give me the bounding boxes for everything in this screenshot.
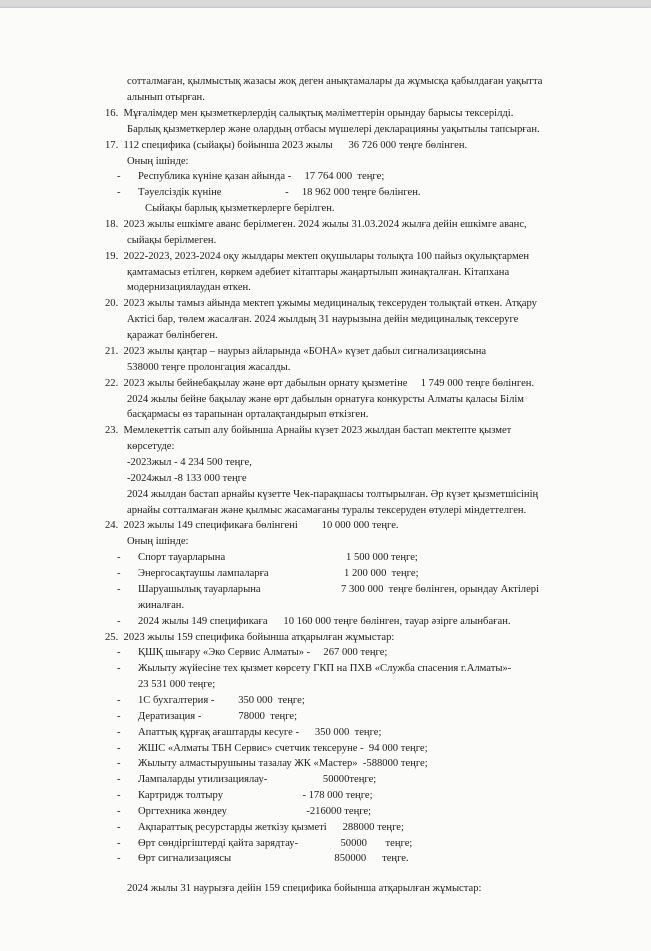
text-line: 2024 жылдан бастап арнайы күзетте Чек-парақшасы толтырылған. Әр күзет қызметшісінің xyxy=(127,489,539,500)
text-line: Оргтехника жөндеу -216000 теңге; xyxy=(138,806,372,817)
text-line: 17. 112 спецификa (сыйақы) бойынша 2023 жылы 36 726 000 теңге бөлінген. xyxy=(105,140,468,151)
text-line: - xyxy=(117,790,121,801)
text-line: 1С бухгалтерия - 350 000 теңге; xyxy=(138,695,305,706)
text-line: - xyxy=(117,568,121,579)
text-line: - xyxy=(117,647,121,658)
text-line: 1 200 000 теңге; xyxy=(344,568,419,579)
text-line: Тәуелсіздік күніне - 18 962 000 теңге бөлінген. xyxy=(138,187,421,198)
text-line: Жылыту жүйесіне тех қызмет көрсету ГКП на ПХВ «Служба спасения г.Алматы»- xyxy=(138,663,512,674)
text-line: - xyxy=(117,853,121,864)
text-line: Сыйақы барлық қызметкерлерге берілген. xyxy=(145,203,335,214)
text-line: - xyxy=(117,806,121,817)
text-line: 16. Мұғалімдер мен қызметкерлердің салықтық мәліметтерін орындау барысы тексерілді. xyxy=(105,108,514,119)
text-line: сотталмаған, қылмыстық жазасы жоқ деген анықтамалары да жұмысқа қабылдаған уақытта xyxy=(127,76,543,87)
text-line: Ақпараттық ресурстарды жеткізу қызметі 288000 теңге; xyxy=(138,822,404,833)
text-line: жиналған. xyxy=(138,600,185,611)
text-line: 25. 2023 жылы 159 спецификa бойынша атқарылған жұмыстар: xyxy=(105,632,395,643)
text-line: Барлық қызметкерлер және олардың отбасы мүшелері декларацияны уақытылы тапсырған. xyxy=(127,124,540,135)
text-line: - xyxy=(117,552,121,563)
text-line: 18. 2023 жылы ешкімге аванс берілмеген. 2024 жылы 31.03.2024 жылға дейін ешкімге аванс, xyxy=(105,219,527,230)
text-line: - xyxy=(117,838,121,849)
text-line: 20. 2023 жылы тамыз айында мектеп ұжымы медициналық тексеруден толықтай өткен. Атқару xyxy=(105,298,537,309)
text-line: Апаттық құрғақ ағаштарды кесуге - 350 000 теңге; xyxy=(138,727,382,738)
text-line: 2024 жылы 31 наурызға дейін 159 спецификa бойынша атқарылған жұмыстар: xyxy=(127,883,482,894)
text-line: - xyxy=(117,171,121,182)
text-line: Лампаларды утилизациялау- 50000теңге; xyxy=(138,774,377,785)
text-line: Дератизация - 78000 теңге; xyxy=(138,711,298,722)
text-line: 538000 теңге пролонгация жасалды. xyxy=(127,362,291,373)
text-line: - xyxy=(117,822,121,833)
text-line: қаражат бөлінбеген. xyxy=(127,330,218,341)
text-line: алынып отырған. xyxy=(127,92,205,103)
text-line: Оның ішінде: xyxy=(127,536,189,547)
text-line: басқармасы өз тарапынан орталақтандырып өткізген. xyxy=(127,409,369,420)
text-line: - xyxy=(117,727,121,738)
text-line: модернизациялаудан өткен. xyxy=(127,282,251,293)
text-line: сыйақы берілмеген. xyxy=(127,235,217,246)
text-line: 19. 2022-2023, 2023-2024 оқу жылдары мектеп оқушылары толықта 100 пайыз оқулықтармен xyxy=(105,251,530,262)
text-line: Актісі бар, төлем жасалған. 2024 жылдың 31 наурызына дейін медициналық тексеруге xyxy=(127,314,519,325)
text-line: 23 531 000 теңге; xyxy=(138,679,216,690)
text-line: қамтамасыз етілген, көркем әдебиет кітаптары жаңартылып жинақталған. Кітапхана xyxy=(127,267,510,278)
document-page xyxy=(0,8,651,951)
text-line: 7 300 000 теңге бөлінген, орындау Актілері xyxy=(341,584,540,595)
text-line: Энергосақтаушы лампаларға xyxy=(138,568,269,579)
text-line: 2024 жылы 149 спецификаға 10 160 000 теңге бөлінген, тауар әзірге алынбаған. xyxy=(138,616,511,627)
text-line: Жылыту алмастырушыны тазалау ЖК «Мастер» -588000 теңге; xyxy=(138,758,428,769)
text-line: -2023жыл - 4 234 500 теңге, xyxy=(127,457,252,468)
text-line: - xyxy=(117,695,121,706)
text-line: Спорт тауарларына xyxy=(138,552,226,563)
text-line: - xyxy=(117,616,121,627)
text-line: ҚШҚ шығару «Эко Сервис Алматы» - 267 000 теңге; xyxy=(138,647,388,658)
text-line: 22. 2023 жылы бейнебақылау және өрт дабылын орнату қызметіне 1 749 000 теңге бөлінген. xyxy=(105,378,535,389)
text-line: - xyxy=(117,187,121,198)
text-line: - xyxy=(117,711,121,722)
text-line: көрсетуде: xyxy=(127,441,175,452)
text-line: -2024жыл -8 133 000 теңге xyxy=(127,473,247,484)
text-line: арнайы сотталмаған және қылмыс жасамағаны туралы тексеруден өтулері міндеттелген. xyxy=(127,505,527,516)
text-line: 24. 2023 жылы 149 спецификаға бөлінгені 10 000 000 теңге. xyxy=(105,520,399,531)
text-line: 23. Мемлекеттік сатып алу бойынша Арнайы күзет 2023 жылдан бастап мектепте қызмет xyxy=(105,425,512,436)
text-line: - xyxy=(117,584,121,595)
text-line: Өрт сигнализациясы 850000 теңге. xyxy=(138,853,409,864)
text-line: - xyxy=(117,774,121,785)
text-line: Республика күніне қазан айында - 17 764 000 теңге; xyxy=(138,171,385,182)
text-line: 1 500 000 теңге; xyxy=(346,552,418,563)
text-line: ЖШС «Алматы ТБН Сервис» счетчик тексеруне - 94 000 теңге; xyxy=(138,743,428,754)
text-line: Картридж толтыру - 178 000 теңге; xyxy=(138,790,373,801)
text-line: 2024 жылы бейне бақылау және өрт дабылын орнатуға конкурсты Алматы қаласы Білім xyxy=(127,394,525,405)
text-line: - xyxy=(117,743,121,754)
text-line: - xyxy=(117,663,121,674)
text-line: 21. 2023 жылы қаңтар – наурыз айларында «БОНА» күзет дабыл сигнализациясына xyxy=(105,346,487,357)
text-line: Өрт сөндіргіштерді қайта зарядтау- 50000 теңге; xyxy=(138,838,413,849)
text-line: - xyxy=(117,758,121,769)
text-line: Шаруашылық тауарларына xyxy=(138,584,261,595)
text-line: Оның ішінде: xyxy=(127,156,189,167)
